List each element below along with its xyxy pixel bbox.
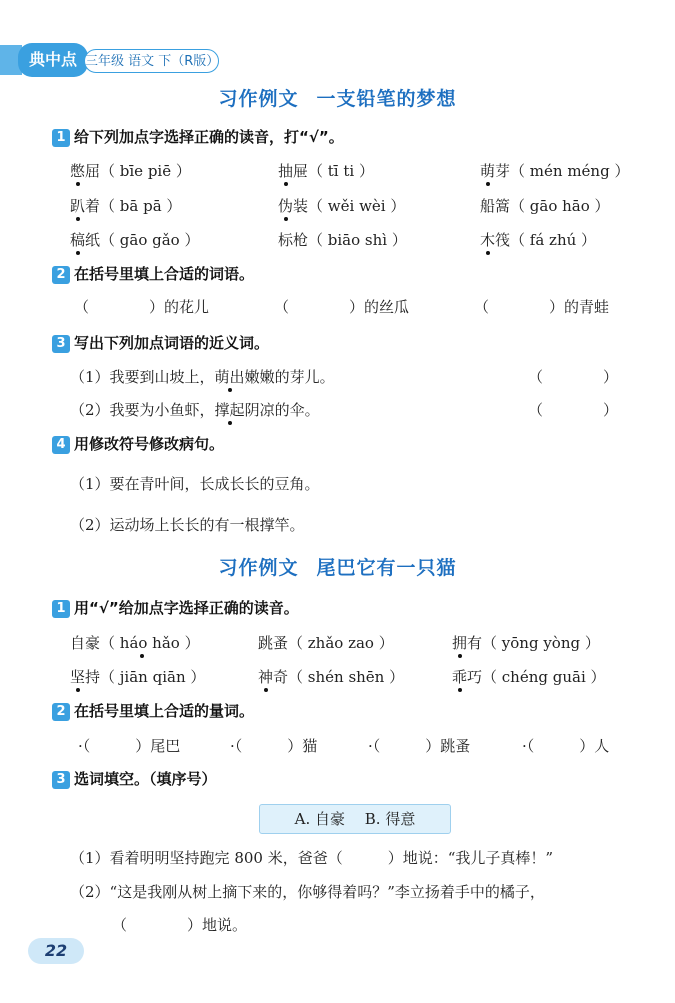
question-heading: 1 用“√”给加点字选择正确的读音。 — [52, 597, 299, 618]
sentence-item: （ ）地说。 — [112, 916, 248, 934]
pinyin-item: 伪装（ wěi wèi ） — [278, 197, 406, 215]
pinyin-item: 拥有（ yōng yòng ） — [452, 634, 600, 652]
pinyin-item: 乖巧（ chéng guāi ） — [452, 668, 606, 686]
pinyin-item: 神奇（ shén shēn ） — [258, 668, 405, 686]
fill-blank-item[interactable]: ·（ ）猫 — [230, 737, 318, 755]
question-heading: 3 选词填空。（填序号） — [52, 768, 217, 789]
fill-blank-item[interactable]: ·（ ）人 — [522, 737, 610, 755]
pinyin-item: 木筏（ fá zhú ） — [480, 231, 597, 249]
fill-blank-item[interactable]: ·（ ）尾巴 — [78, 737, 181, 755]
section-title: 习作例文 尾巴它有一只猫 — [218, 557, 457, 579]
fill-blank-item[interactable]: （ ）的花儿 — [74, 298, 210, 316]
pinyin-item: 标枪（ biāo shì ） — [278, 231, 407, 249]
sentence-item: （1）我要到山坡上，萌出嫩嫩的芽儿。 — [70, 368, 335, 386]
question-heading: 4 用修改符号修改病句。 — [52, 433, 224, 454]
pinyin-item: 抽屉（ tī ti ） — [278, 162, 374, 180]
sentence-item: （1）要在青叶间，长成长长的豆角。 — [70, 475, 320, 493]
brand-logo: 典中点 — [18, 43, 88, 77]
question-heading: 2 在括号里填上合适的量词。 — [52, 700, 254, 721]
question-heading: 2 在括号里填上合适的词语。 — [52, 263, 254, 284]
fill-blank-item[interactable]: （ ）的青蛙 — [474, 298, 610, 316]
fill-blank-item[interactable]: （ ）的丝瓜 — [274, 298, 410, 316]
pinyin-item: 萌芽（ mén méng ） — [480, 162, 630, 180]
sentence-item: （2）我要为小鱼虾，撑起阴凉的伞。 — [70, 401, 320, 419]
sentence-item: （1）看着明明坚持跑完 800 米，爸爸（ ）地说：“我儿子真棒！” — [70, 849, 554, 867]
book-label: 三年级 语文 下（R版） — [84, 49, 219, 73]
pinyin-item: 趴着（ bā pā ） — [70, 197, 182, 215]
page-number: 22 — [28, 938, 84, 964]
pinyin-item: 跳蚤（ zhǎo zao ） — [258, 634, 394, 652]
pinyin-item: 稿纸（ gāo gǎo ） — [70, 231, 200, 249]
pinyin-item: 坚持（ jiān qiān ） — [70, 668, 206, 686]
pinyin-item: 船篙（ gāo hāo ） — [480, 197, 610, 215]
section-title: 习作例文 一支铅笔的梦想 — [218, 88, 457, 110]
fill-blank-item[interactable]: ·（ ）跳蚤 — [368, 737, 471, 755]
answer-blank[interactable]: （ ） — [528, 368, 619, 386]
question-heading: 1 给下列加点字选择正确的读音，打“√”。 — [52, 126, 344, 147]
pinyin-item: 自豪（ háo hǎo ） — [70, 634, 200, 652]
answer-blank[interactable]: （ ） — [528, 401, 619, 419]
sentence-item: （2）“这是我刚从树上摘下来的，你够得着吗？”李立扬着手中的橘子， — [70, 883, 545, 901]
pinyin-item: 憋屈（ bīe piē ） — [70, 162, 191, 180]
question-heading: 3 写出下列加点词语的近义词。 — [52, 332, 269, 353]
sentence-item: （2）运动场上长长的有一根撑竿。 — [70, 516, 305, 534]
word-options-box: A. 自豪 B. 得意 — [259, 804, 451, 834]
